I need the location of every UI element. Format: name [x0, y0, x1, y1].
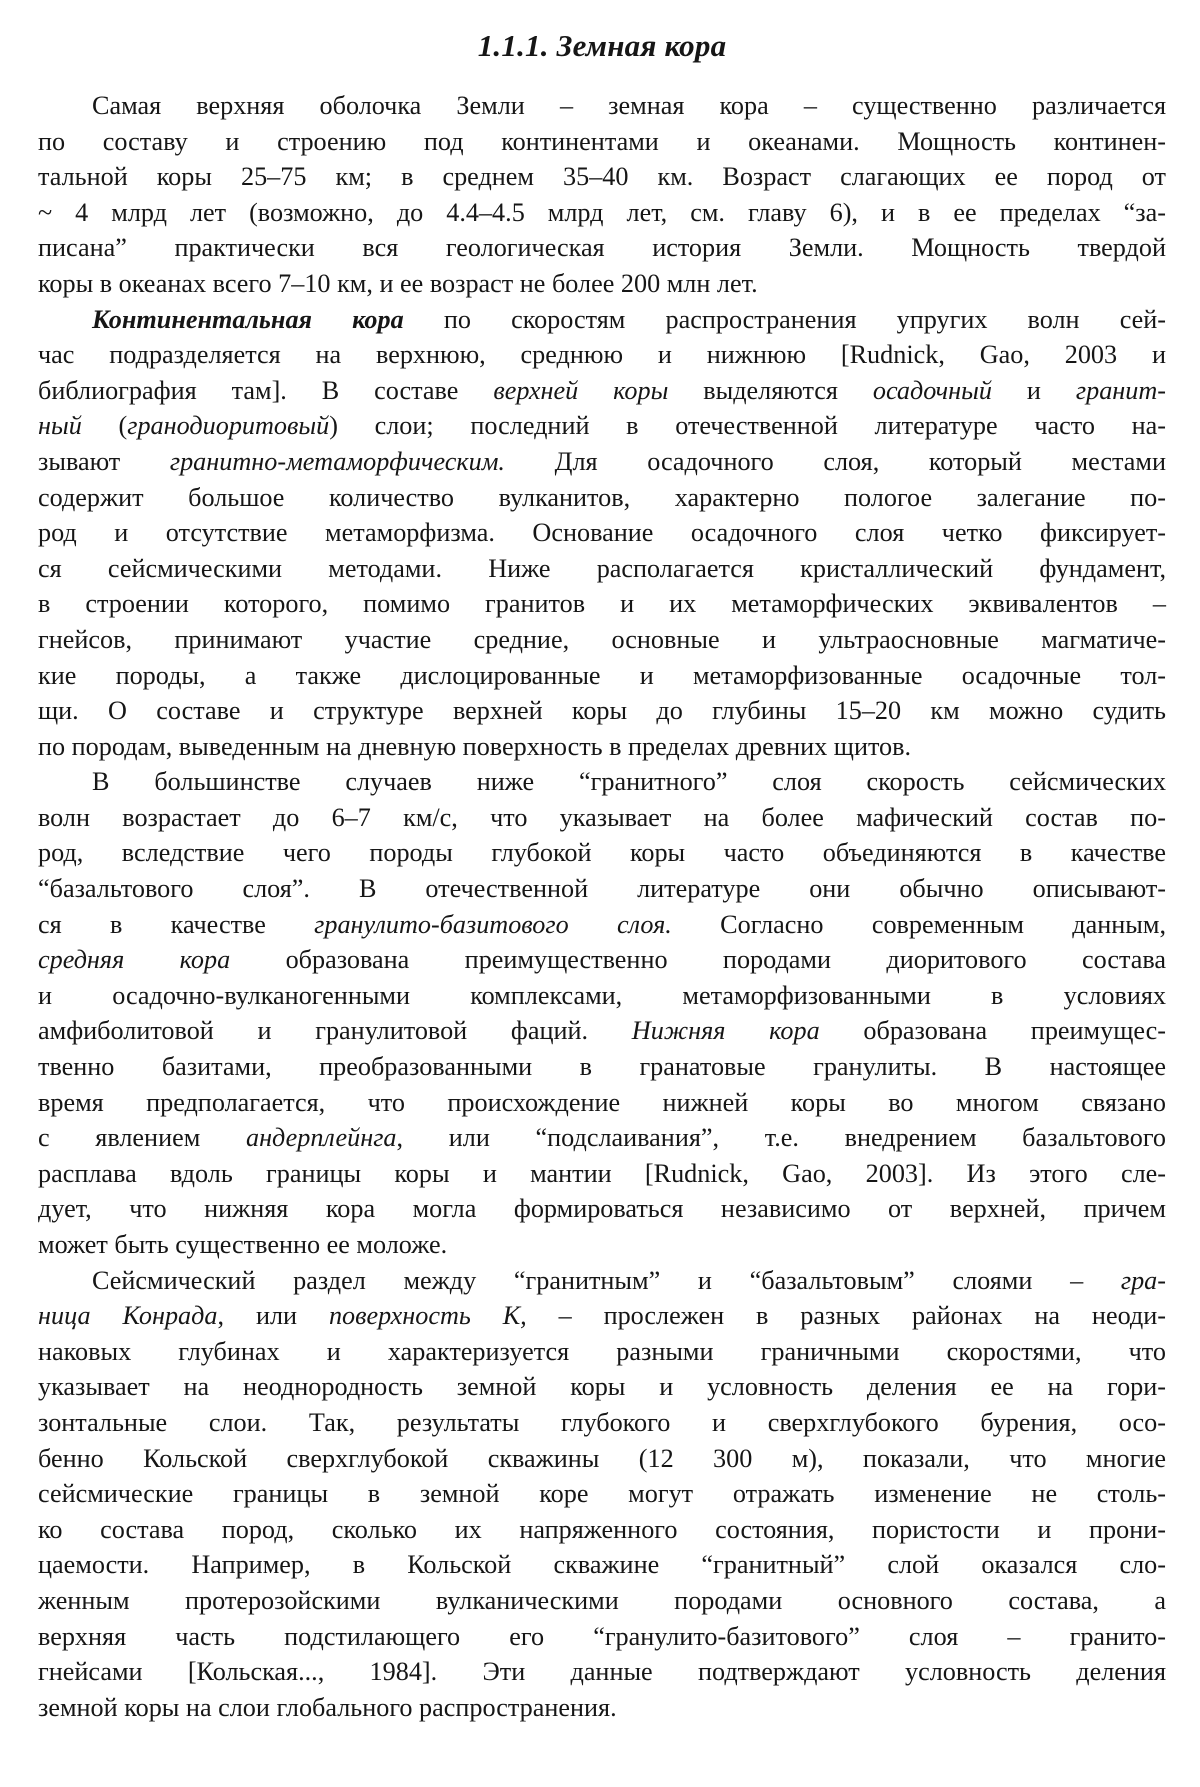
text-line	[38, 835, 1166, 871]
text-line	[38, 1156, 1166, 1192]
text-run: в строении которого, помимо гранитов и их метаморфических эквивалентов –	[38, 589, 1166, 619]
text-run: (	[81, 411, 128, 441]
text-run: образована преимущественно породами диоритового состава	[230, 945, 1166, 975]
text-run: зывают	[38, 446, 170, 476]
emphasized-term: Нижняя кора	[631, 1016, 820, 1046]
text-run: дует, что нижняя кора могла формироваться независимо от верхней, причем	[38, 1194, 1166, 1224]
text-run: “базальтового слоя”. В отечественной литературе они обычно описывают-	[38, 874, 1166, 904]
text-line	[38, 1120, 1166, 1156]
text-line	[38, 1369, 1166, 1405]
text-run: В большинстве случаев ниже “гранитного” слоя скорость сейсмических	[92, 767, 1166, 797]
text-run: верхняя часть подстилающего его “гранулито-базитового” слоя – гранито-	[38, 1621, 1166, 1651]
text-line	[38, 88, 1166, 124]
paragraph	[38, 1263, 1166, 1726]
text-run: Сейсмический раздел между “гранитным” и “базальтовым” слоями –	[92, 1265, 1121, 1295]
emphasized-term: осадочный	[872, 375, 992, 405]
text-run: коры в океанах всего 7–10 км, и ее возраст не более 200 млн лет.	[38, 268, 758, 298]
text-line	[38, 1583, 1166, 1619]
text-run: сейсмические границы в земной коре могут отражать изменение не столь-	[38, 1479, 1166, 1509]
text-run: волн возрастает до 6–7 км/с, что указывает на более мафический состав по-	[38, 802, 1166, 832]
text-line	[38, 1298, 1166, 1334]
text-run: кие породы, а также дислоцированные и метаморфизованные осадочные тол-	[38, 660, 1166, 690]
text-run: , или “подслаивания”, т.е. внедрением базальтового	[396, 1123, 1166, 1153]
text-run: род и отсутствие метаморфизма. Основание осадочного слоя четко фиксирует-	[38, 518, 1166, 548]
text-line	[38, 159, 1166, 195]
text-line	[38, 907, 1166, 943]
text-run: ся в качестве	[38, 909, 315, 939]
text-line	[38, 978, 1166, 1014]
text-line	[38, 800, 1166, 836]
text-line	[38, 1476, 1166, 1512]
text-line	[38, 658, 1166, 694]
emphasized-term: ница Конрада	[38, 1301, 218, 1331]
text-line	[38, 373, 1166, 409]
text-line	[38, 302, 1166, 338]
text-line	[38, 622, 1166, 658]
text-run: с явлением	[38, 1123, 246, 1153]
text-line	[38, 1547, 1166, 1583]
text-run: гнейсов, принимают участие средние, основные и ультраосновные магматиче-	[38, 624, 1166, 654]
text-line	[38, 1441, 1166, 1477]
text-line	[38, 1227, 1166, 1263]
text-line	[38, 693, 1166, 729]
emphasized-term: ный	[38, 411, 82, 441]
text-line	[38, 1263, 1166, 1299]
emphasized-term: гранулито-базитового слоя.	[314, 909, 672, 939]
text-line	[38, 337, 1166, 373]
text-run: – прослежен в разных районах на неоди-	[526, 1301, 1166, 1331]
text-line	[38, 1334, 1166, 1370]
text-run: твенно базитами, преобразованными в гранатовые гранулиты. В настоящее	[38, 1052, 1166, 1082]
text-run: по скоростям распространения упругих волн сей-	[403, 304, 1166, 334]
text-run: наковых глубинах и характеризуется разными граничными скоростями, что	[38, 1336, 1166, 1366]
text-run: библиография там]. В составе	[38, 375, 494, 405]
text-run: тальной коры 25–75 км; в среднем 35–40 км. Возраст слагающих ее пород от	[38, 162, 1166, 192]
text-run: род, вследствие чего породы глубокой коры часто объединяются в качестве	[38, 838, 1166, 868]
text-line	[38, 1512, 1166, 1548]
text-line	[38, 124, 1166, 160]
text-line	[38, 1191, 1166, 1227]
text-run: может быть существенно ее моложе.	[38, 1230, 448, 1259]
text-run: по породам, выведенным на дневную поверхность в пределах древних щитов.	[38, 731, 912, 761]
text-run: образована преимущес-	[819, 1016, 1166, 1046]
text-line	[38, 551, 1166, 587]
text-line	[38, 1085, 1166, 1121]
text-run: , или	[217, 1301, 329, 1331]
text-line	[38, 729, 1166, 765]
text-run: Самая верхняя оболочка Земли – земная кора – существенно различается	[92, 91, 1166, 120]
text-line	[38, 764, 1166, 800]
text-line	[38, 195, 1166, 231]
emphasized-term: Континентальная кора	[92, 304, 404, 334]
text-line	[38, 1654, 1166, 1690]
text-run: и	[992, 375, 1076, 405]
text-run: выделяются	[668, 375, 873, 405]
text-line	[38, 230, 1166, 266]
text-run: ся сейсмическими методами. Ниже располагается кристаллический фундамент,	[38, 553, 1166, 583]
text-line	[38, 480, 1166, 516]
text-line	[38, 1049, 1166, 1085]
text-line	[38, 1690, 1166, 1726]
text-line	[38, 408, 1166, 444]
text-run: Для осадочного слоя, который местами	[504, 446, 1166, 476]
text-run: земной коры на слои глобального распространения.	[38, 1692, 617, 1722]
text-run: щи. О составе и структуре верхней коры до глубины 15–20 км можно судить	[38, 696, 1166, 726]
text-run: Согласно современным данным,	[671, 909, 1166, 939]
text-run: зонтальные слои. Так, результаты глубокого и сверхглубокого бурения, осо-	[38, 1407, 1166, 1437]
emphasized-term: гранодиоритовый	[127, 411, 330, 441]
text-line	[38, 266, 1166, 302]
text-line	[38, 444, 1166, 480]
text-run: ко состава пород, сколько их напряженного состояния, пористости и прони-	[38, 1514, 1166, 1544]
text-line	[38, 1619, 1166, 1655]
text-run: ) слои; последний в отечественной литературе часто на-	[329, 411, 1166, 441]
paragraph	[38, 302, 1166, 765]
text-line	[38, 1013, 1166, 1049]
paragraph	[38, 764, 1166, 1262]
paragraph	[38, 88, 1166, 302]
text-run: расплава вдоль границы коры и мантии [Rudnick, Gao, 2003]. Из этого сле-	[38, 1158, 1166, 1188]
emphasized-term: гранит-	[1075, 375, 1167, 405]
emphasized-term: гранитно-метаморфическим.	[169, 446, 505, 476]
text-line	[38, 942, 1166, 978]
text-line	[38, 515, 1166, 551]
emphasized-term: гра-	[1120, 1265, 1166, 1295]
document-body	[38, 88, 1166, 1725]
text-run: женным протерозойскими вулканическими породами основного состава, а	[38, 1585, 1166, 1615]
emphasized-term: верхней коры	[493, 375, 669, 405]
text-line	[38, 871, 1166, 907]
text-run: ~ 4 млрд лет (возможно, до 4.4–4.5 млрд лет, см. главу 6), и в ее пределах “за-	[38, 197, 1166, 227]
text-run: амфиболитовой и гранулитовой фаций.	[38, 1016, 632, 1046]
text-run: гнейсами [Кольская..., 1984]. Эти данные подтверждают условность деления	[38, 1657, 1166, 1687]
text-run: указывает на неоднородность земной коры и условность деления ее на гори-	[38, 1372, 1166, 1402]
text-run: по составу и строению под континентами и океанами. Мощность континен-	[38, 126, 1166, 156]
text-run: содержит большое количество вулканитов, характерно пологое залегание по-	[38, 482, 1166, 512]
text-run: бенно Кольской сверхглубокой скважины (12 300 м), показали, что многие	[38, 1443, 1166, 1473]
text-run: и осадочно-вулканогенными комплексами, метаморфизованными в условиях	[38, 980, 1166, 1010]
emphasized-term: андерплейнга	[245, 1123, 397, 1153]
section-heading: 1.1.1. Земная кора	[477, 28, 727, 63]
text-run: писана” практически вся геологическая история Земли. Мощность твердой	[38, 233, 1166, 263]
text-line	[38, 586, 1166, 622]
emphasized-term: средняя кора	[38, 945, 231, 975]
text-line	[38, 1405, 1166, 1441]
text-run: цаемости. Например, в Кольской скважине “гранитный” слой оказался сло-	[38, 1550, 1166, 1580]
emphasized-term: поверхность К,	[328, 1301, 527, 1331]
text-run: время предполагается, что происхождение нижней коры во многом связано	[38, 1087, 1166, 1117]
text-run: час подразделяется на верхнюю, среднюю и нижнюю [Rudnick, Gao, 2003 и	[38, 340, 1166, 370]
